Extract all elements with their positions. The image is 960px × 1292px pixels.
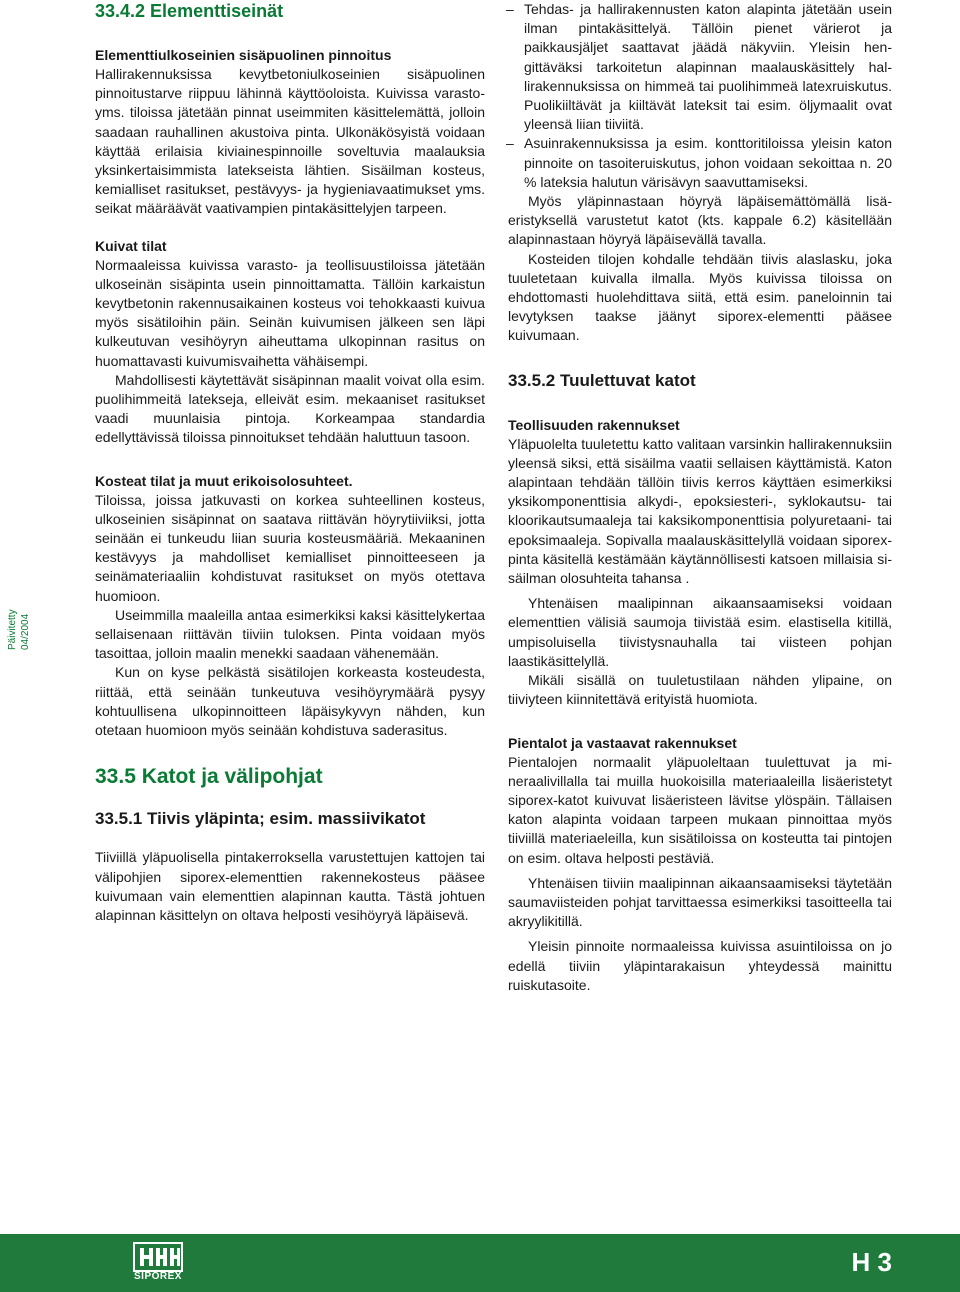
paragraph: Hallirakennuksissa kevytbetoniulkoseinien sisäpuolinen pinnoitustarve riippuu lähinnä käyttöoloista. Kuivissa varasto- yms. tiloissa jätetään pinnat useimmiten käsittelemättä, jolloin saadaan rauhallinen akustoiva pinta. Ulkonäkösyistä voidaan käyttää erilaisia kiviainespinnoille soveltuvia maalauksia yksinkertaisimmista latekseista lähtien. Sisäilman kosteus, kemialliset rasitukset, pestävyys- ja hygieniavaatimukset yms. seikat määräävät vaativampien pintakäsittelyjen tarpeen. xyxy=(95,66,485,217)
paragraph: Pientalojen normaalit yläpuoleltaan tuulettuvat ja mineraalivillalla tai muilla huokoisilla materiaaleilla lisäeristetyt siporex-katot kuivuvat lisäeristeen lävitse ylöspäin. Tällaisen katon alapinta voidaan tarpeen mukaan pinnoittaa myös tiiviillä materiaeleilla, kun sisätiloissa on kosteutta tai pintojen on esim. oltava helposti pestäviä. xyxy=(508,753,892,866)
subheading-pientalot: Pientalot ja vastaavat rakennukset xyxy=(508,734,737,751)
updated-date: 04/2004 xyxy=(20,613,31,650)
bullet-text: Asuinrakennuksissa ja esim. konttoritiloissa yleisin katon pinnoite on tasoiteruiskutus, johon voidaan sekoittaa n. 20 % lateksia halutun värisävyn saavuttamiseksi. xyxy=(524,135,892,190)
bullet-item xyxy=(508,0,892,134)
section-title-katot: 33.5 Katot ja välipohjat xyxy=(95,765,323,789)
updated-text: Päivitetty xyxy=(7,609,18,650)
bullet-text: Tehdas- ja hallirakennusten katon alapinta jätetään usein ilman pintakäsittelyä. Tällöin pienet värierot ja paikkausjäljet saattavat jäädä näkyviin. Yleisin hengittäväksi tarkoitetun alapinnan maalauskäsittely hallirakennuksissa on himmeä tai puolihimmeä latexruiskutus. Puolikiiltävät ja kiiltävät lateksit tai esim. öljymaalit ovat yleensä liian tiiviitä. xyxy=(524,1,892,133)
subheading-kosteat-tilat: Kosteat tilat ja muut erikoisolosuhteet. xyxy=(95,472,353,489)
dash-icon: – xyxy=(506,135,514,152)
left-column xyxy=(95,0,485,925)
paragraph: Myös yläpinnastaan höyryä läpäisemättömällä lisäeristyksellä varustetut katot (kts. kappale 6.2) käsitellään alapinnastaan höyryä läpäisevällä tavalla. xyxy=(508,193,892,248)
bullet-item xyxy=(508,134,892,192)
paragraph: Tiiviillä yläpuolisella pintakerroksella varustettujen kattojen tai välipohjien siporex-elementtien rakennekosteus pääsee kuivumaan vain elementtien alapinnan kautta. Tästä johtuen alapinnan käsittelyn on oltava helposti vesihöyryä läpäisevä. xyxy=(95,849,485,923)
footer-bar xyxy=(0,1234,960,1292)
paragraph: Yhtenäisen tiiviin maalipinnan aikaansaamiseksi täytetään saumaviisteiden pohjat tarvittaessa esimerkiksi tasoitteella tai akryylikitillä. xyxy=(508,874,892,930)
section-title-tiivis-ylapinta: 33.5.1 Tiivis yläpinta; esim. massiivikatot xyxy=(95,809,426,829)
dash-icon: – xyxy=(506,1,514,17)
page-number: H 3 xyxy=(851,1247,892,1277)
brand-name: SIPOREX xyxy=(134,1271,182,1282)
paragraph: Yläpuolelta tuuletettu katto valitaan varsinkin hallirakennuksiin yleensä siksi, että sisäilma vaatii sellaisen käyttämistä. Katon alapintaan tehdään tällöin tiivis kerros käyttäen esimerkiksi yksikomponenttisia alkydi-, epoksiesteri-, syklokautsu- tai kloorikautsumaaleja tai kaksikomponenttisia polyuretaani- tai epoksimaaleja. Sopivalla maalauskäsittelyllä voidaan siporex-pinta käsitellä kestämään käytännöllisesti katsoen millaisia sisäilman olosuhteita tahansa . xyxy=(508,435,892,587)
paragraph: Yleisin pinnoite normaaleissa kuivissa asuintiloissa on jo edellä tiiviin yläpintarakaisun yhteydessä mainittu ruiskutasoite. xyxy=(508,938,892,993)
paragraph: Tiloissa, joissa jatkuvasti on korkea suhteellinen kosteus, ulkoseinien sisäpinnat on saatava riittävän höyrytiiviiksi, jotta seinään ei tunkeudu liian suuria kosteusmääriä. Mekaaninen kestävyys ja mahdolliset kemialliset pinnoitteeseen ja seinämateriaaliin kohdistuvat rasitukset on myös otettava huomioon. xyxy=(95,491,485,604)
subheading-kuivat-tilat: Kuivat tilat xyxy=(95,237,167,254)
paragraph: Kosteiden tilojen kohdalle tehdään tiivis alaslasku, joka tuuletetaan kuivalla ilmalla. Myös kuivissa tiloissa on ehdottomasti huolehdittava siitä, että esim. paneloinnin tai levytyksen taakse jäänyt siporex-elementti pääsee kuivumaan. xyxy=(508,250,892,344)
right-column xyxy=(508,0,892,995)
paragraph: Useimmilla maaleilla antaa esimerkiksi kaksi käsittelykertaa sellaisenaan riittävän tiiviin tuloksen. Pinta voidaan myös tasoittaa, jolloin maalin menekki saadaan vähenemään. xyxy=(95,606,485,662)
section-title-elementtiseinat: 33.4.2 Elementtiseinät xyxy=(95,1,284,21)
paragraph: Kun on kyse pelkästä sisätilojen korkeasta kosteudesta, riittää, että seinään tunkeutuva vesihöyrymäärä pysyy kohtuullisena ulkopinnoitteen läpäisykyvyn nähden, kun otetaan huomioon myös seinään kohdistuva saderasitus. xyxy=(95,664,485,739)
subheading-teollisuuden-rakennukset: Teollisuuden rakennukset xyxy=(508,416,680,433)
updated-label xyxy=(6,570,34,650)
section-title-tuulettuvat-katot: 33.5.2 Tuulettuvat katot xyxy=(508,370,696,390)
paragraph: Mahdollisesti käytettävät sisäpinnan maalit voivat olla esim. puolihimmeitä latekseja, elleivät esim. mekaaniset rasitukset vaadi muunlaisia pintoja. Korkeampaa standardia edellyttävissä tiloissa pinnoitukset tehdään haluttuun tasoon. xyxy=(95,371,485,446)
subheading-sisapuolinen-pinnoitus: Elementtiulkoseinien sisäpuolinen pinnoitus xyxy=(95,47,392,63)
paragraph: Yhtenäisen maalipinnan aikaansaamiseksi voidaan elementtien välisiä saumoja tiivistää esim. elastisella kitillä, umpisoluisella tiivistysnauhalla tai viisteen pohjan laastikäsittelyllä. xyxy=(508,595,892,669)
paragraph: Mikäli sisällä on tuuletustilaan nähden ylipaine, on tiiviyteen kiinnitettävä erityistä huomiota. xyxy=(508,672,892,708)
paragraph: Normaaleissa kuivissa varasto- ja teollisuustiloissa jätetään ulkoseinän sisäpinta usein pinnoittamatta. Tällöin karkaistun kevytbetonin rakennusaikainen kosteus voi tehokkaasti kuivua myös sisätiloihin päin. Seinän kuivumisen jälkeen sen läpi kulkeutuvan vesihöyryn aiheuttama ulkopinnan rasitus on huomattavasti kuivumisvaihetta vähäisempi. xyxy=(95,256,485,369)
